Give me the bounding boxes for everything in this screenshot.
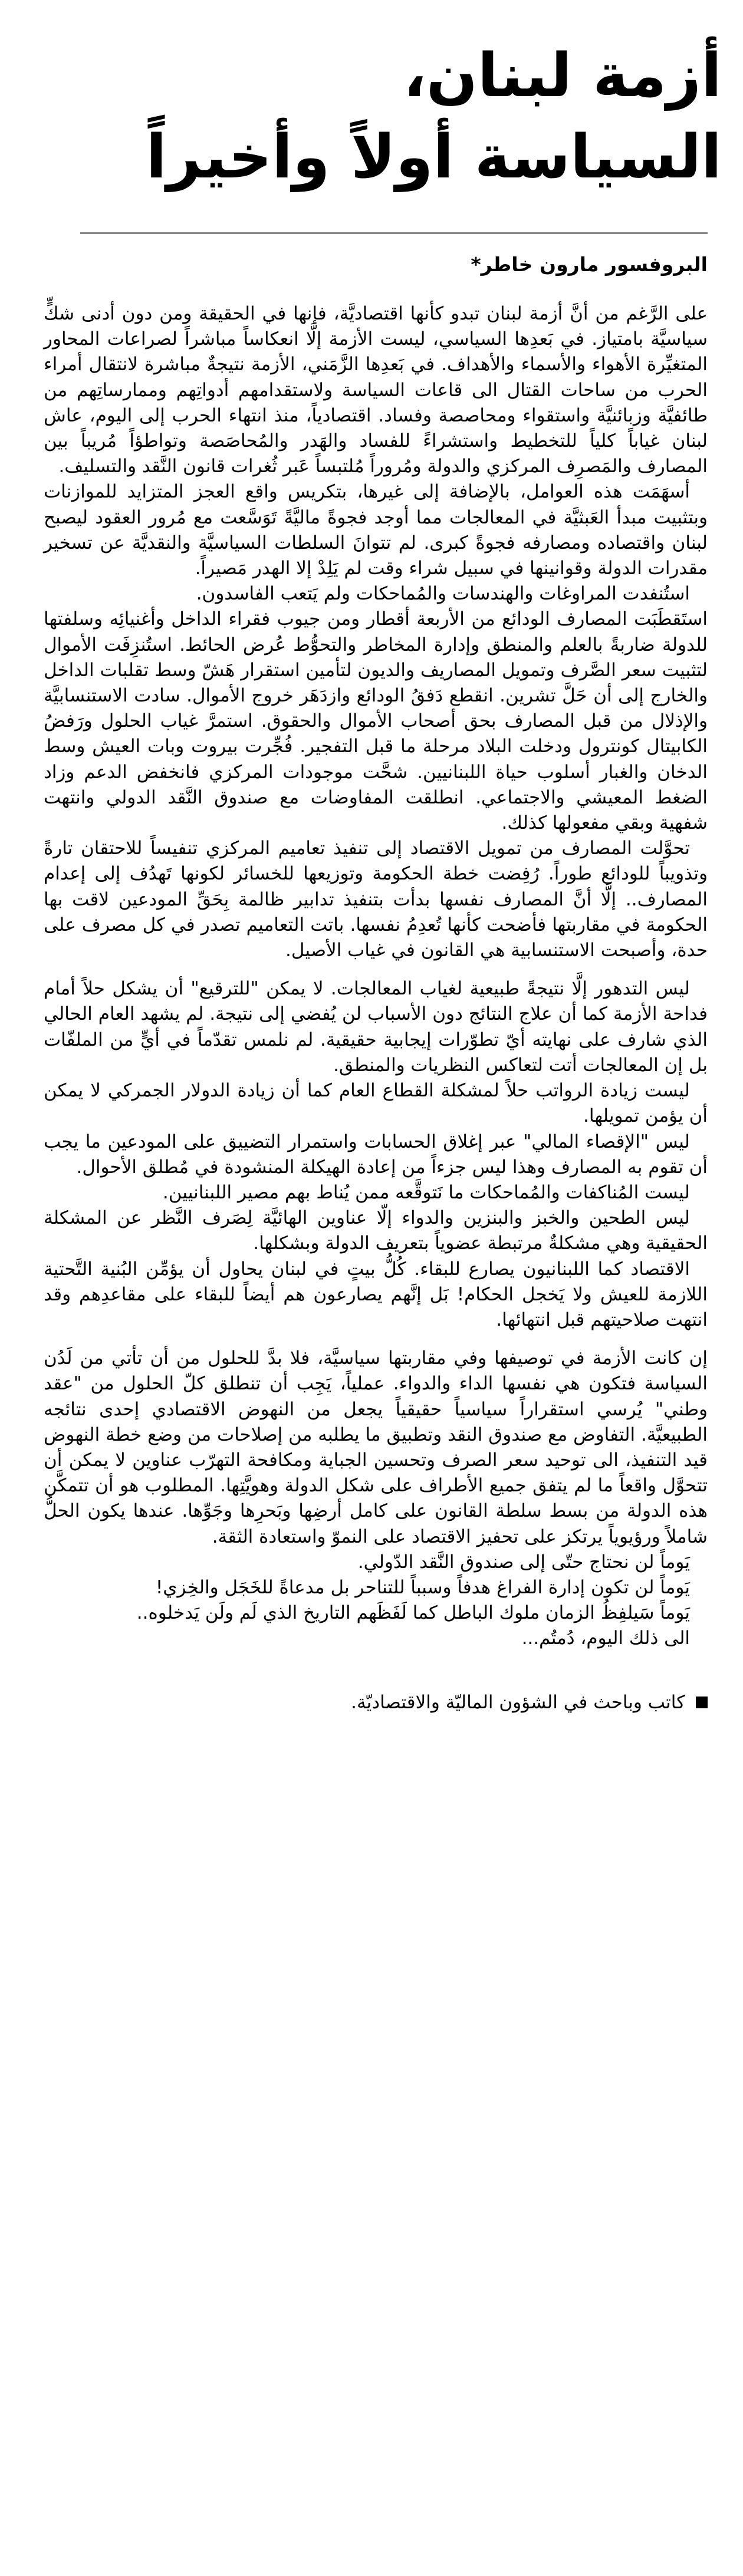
paragraph-2: أسهَمَت هذه العوامل، بالإضافة إلى غيرها، بتكريس واقع العجز المتزايد للموازنات وبتثبيت مبدأ العَبثيَّة في المعالجات مما أوجد فجوةً ماليَّةً تَوَسَّعت مع مُرور العقود ليصبح لبنان واقتصاده ومصارفه فجوةً كبرى. لم تتوانَ السلطات السياسيَّة والنقديَّة عن تسخير مقدرات الدولة وقوانينها في سبيل شراء وقت لم يَلِدْ إلا الهدر مَصيراً. <box>44 481 708 579</box>
headline <box>12 35 722 198</box>
paragraph-12: إن كانت الأزمة في توصيفها وفي مقاربتها سياسيَّة، فلا بدَّ للحلول من أن تأتي من لَدُن السياسة فتكون هي نفسها الداء والدواء. عملياً، يَجِب أن تنطلق كلّ الحلول من "عقد وطني" يُرسي استقراراً سياسياً حقيقياً يجعل من النهوض الاقتصادي إحدى نتائجه الطبيعيَّة. التفاوض مع صندوق النقد وتطبيق ما يطلبه من إصلاحات من وضع خطة النهوض قيد التنفيذ، الى توحيد سعر الصرف وتحسين الجباية ومكافحة التهرّب عناوين لا يمكن أن تتحوَّل واقعاً ما لم يتفق جميع الأطراف على شكل الدولة وهويَّتِها. المطلوب هو أن تتمكَّن هذه الدولة من بسط سلطة القانون على كامل أرضِها وبَحرِها وجَوِّها. عندها يكون الحلُّ شاملاً ورؤيوياً يرتكز على تحفيز الاقتصاد على النموّ واستعادة الثقة. <box>44 1348 708 1547</box>
headline-line-2: السياسة أولاً وأخيراً <box>146 122 722 192</box>
headline-line-1: أزمة لبنان، <box>403 41 722 111</box>
footnote-text: كاتب وباحث في الشؤون الماليّة والاقتصاديّة. <box>351 1691 685 1713</box>
paragraph-11: الاقتصاد كما اللبنانيون يصارع للبقاء. كُلُّ بيتٍ في لبنان يحاول أن يؤمِّن البُنية التَّحتية اللازمة للعيش ولا يَخجل الحكام! بَل إنَّهم يصارعون هم أيضاً للبقاء على مقاعدِهم وقد انتهت صلاحيتهم قبل انتهائها. <box>44 1258 708 1330</box>
paragraph-14: يَوماً لن تكون إدارة الفراغ هدفاً وسبباً للتناحر بل مدعاةً للخَجَل والخِزي! <box>155 1576 690 1598</box>
header-divider <box>80 232 708 234</box>
paragraph-7: ليست زيادة الرواتب حلاً لمشكلة القطاع العام كما أن زيادة الدولار الجمركي لا يمكن أن يؤمن تمويلها. <box>44 1080 708 1127</box>
paragraph-6: ليس التدهور إلَّا نتيجةً طبيعية لغياب المعالجات. لا يمكن "للترقيع" أن يشكل حلاً أمام فداحة الأزمة كما أن علاج النتائج دون الأسباب لن يُفضي إلى نتيجة. لم يشهد العام الحالي الذي شارف على نهايته أيّ تطوّرات إيجابية حقيقية. لم نلمس تقدّماً في أيٍّ من الملفّات بل إن المعالجات أتت لتعاكس النظريات والمنطق. <box>44 978 708 1076</box>
paragraph-15: يَوماً سَيلفِظُ الزمان ملوك الباطل كما لَفَظَهم التاريخ الذي لَم ولَن يَدخلوه.. <box>136 1602 690 1624</box>
author-name: البروفسور مارون خاطر* <box>471 253 708 276</box>
paragraph-9: ليست المُناكفات والمُماحكات ما نَتوقَّعه ممن يُناط بهم مصير اللبنانيين. <box>162 1181 690 1203</box>
square-bullet-icon <box>696 1697 708 1708</box>
paragraph-8: ليس "الإقصاء المالي" عبر إغلاق الحسابات واستمرار التضييق على المودعين ما يجب أن تقوم به المصارف وهذا ليس جزءاً من إعادة الهيكلة المنشودة في مُطلق الأحوال. <box>44 1131 708 1178</box>
paragraph-16: الى ذلك اليوم، دُمتُم... <box>521 1628 690 1649</box>
article-body <box>12 301 731 1652</box>
paragraph-13: يَوماً لن نحتاج حتّى إلى صندوق النَّقد الدّولي. <box>357 1551 690 1573</box>
paragraph-4: استَقطَبَت المصارف الودائع من الأربعة أقطار ومن جيوب فقراء الداخل وأغنيائِه وسلفتها للدولة ضاربةً بالعلم والمنطق وإدارة المخاطر والتحوُّط عُرض الحائط. استُنزِفَت الأموال لتثبيت سعر الصَّرف وتمويل المصاريف والديون لتأمين استقرار هَشّ وسط تقلبات الداخل والخارج إلى أن حَلَّ تشرين. انقطع دَفقُ الودائع وازدَهَر خروج الأموال. سادت الاستنسابيَّة والإذلال من قبل المصارف بحق أصحاب الأموال والحقوق. استمرَّ غياب الحلول ورَفضُ الكابيتال كونترول ودخلت البلاد مرحلة ما قبل التفجير. فُجِّرت بيروت وبات العيش وسط الدخان والغبار أسلوب حياة اللبنانيين. شحَّت موجودات المركزي فانخفض الدعم وزاد الضغط المعيشي والاجتماعي. انطلقت المفاوضات مع صندوق النَّقد الدولي وانتهت شفهية وبقي مفعولها كذلك. <box>44 608 708 834</box>
paragraph-3: استُنفدت المراوغات والهندسات والمُماحكات ولم يَتعب الفاسدون. <box>196 583 690 605</box>
paragraph-10: ليس الطحين والخبز والبنزين والدواء إلّا عناوين الهائيَّة لِصَرف النَّظر عن المشكلة الحقيقية وهي مشكلةٌ مرتبطة عضوياً بتعريف الدولة وبشكلها. <box>44 1207 708 1254</box>
paragraph-1: على الرَّغم من أنَّ أزمة لبنان تبدو كأنها اقتصاديَّة، فإنها في الحقيقة ومن دون أدنى شكٍّ سياسيَّة بامتياز. في بَعدِها السياسي، ليست الأزمة إلَّا انعكاساً مباشراً لصراعات المحاور المتغيِّرة الأهواء والأسماء والأهداف. في بَعدِها الزَّمَني، الأزمة نتيجةٌ مباشرة لانتقال أمراء الحرب من ساحات القتال الى قاعات السياسة ولاستقدامهم أدواتِهم وممارساتِهم من طائفيَّة وزبائنيَّة واستقواء ومحاصصة وفساد. اقتصادياً، منذ انتهاء الحرب إلى اليوم، عاش لبنان غياباً كلياً للتخطيط واستشراءً للفساد والهَدر والمُحاصَصة وتواطؤاً مُريباً بين المصارف والمَصرِف المركزي والدولة ومُروراً مُلتبساً عَبر ثُغرات قانون النَّقد والتسليف. <box>44 303 708 477</box>
paragraph-5: تحوَّلت المصارف من تمويل الاقتصاد إلى تنفيذ تعاميم المركزي تنفيساً للاحتقان تارةً وتذويباً للودائع طوراً. رُفِضت خطة الحكومة وتوزيعها للخسائر لكونها تَهدُف إلى إعدام المصارف.. إلَّا أنَّ المصارف نفسها بدأت بتنفيذ تدابير ظالمة بِحَقِّ المودعين لاقت بها الحكومة في مقاربتها فأضحت كأنها تُعدِمُ نفسها. باتت التعاميم تصدر في كل مصرف على حدة، وأصبحت الاستنسابية هي القانون في غياب الأصيل. <box>44 838 708 961</box>
author-footnote <box>12 1689 731 1715</box>
